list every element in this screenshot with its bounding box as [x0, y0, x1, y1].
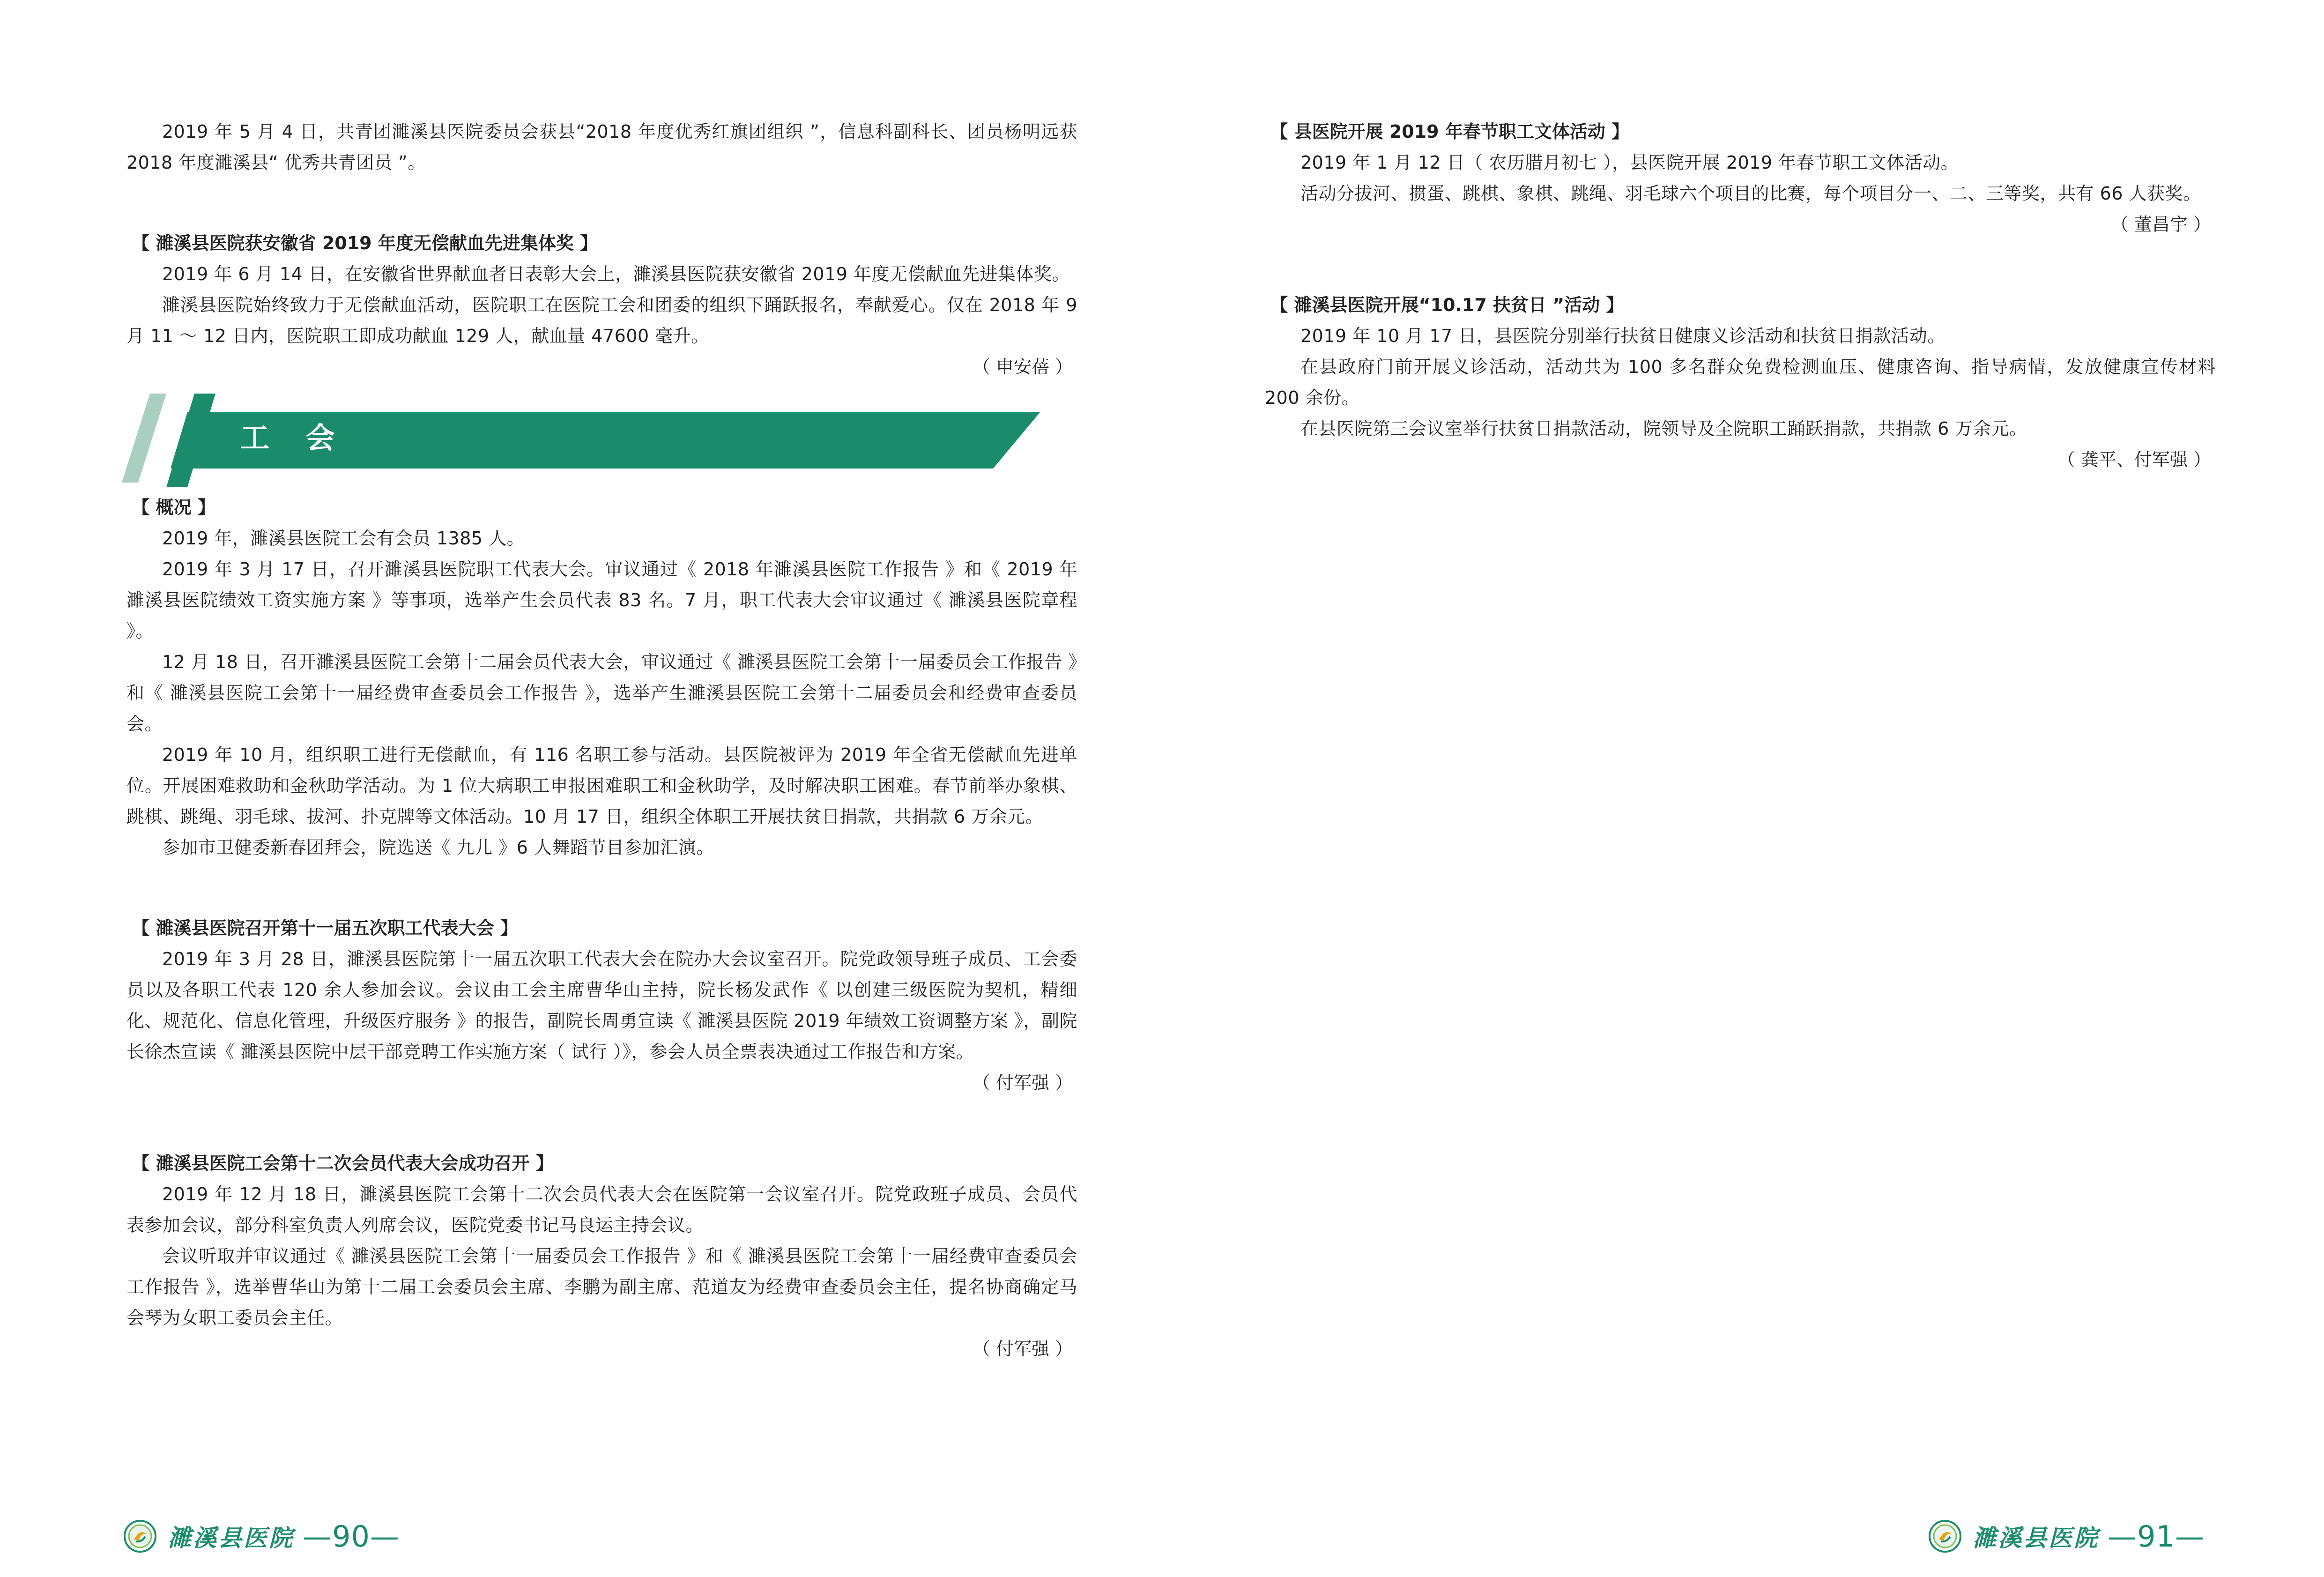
- spring-activity-signature: （ 董昌宇 ）: [2110, 214, 2211, 235]
- blood-award-heading: 【 濉溪县医院获安徽省 2019 年度无偿献血先进集体奖 】: [132, 233, 598, 253]
- poverty-day-paragraph: 在县医院第三会议室举行扶贫日捐款活动，院领导及全院职工踊跃捐款，共捐款 6 万余元。: [1300, 418, 2027, 439]
- overview-paragraph: 2019 年 3 月 17 日，召开濉溪县医院职工代表大会。审议通过《 2018 年濉溪县医院工作报告 》和《 2019 年濉溪县医院绩效工资实施方案 》等事项，选举产生会员代表 83 名。7 月，职工代表大会审议通过《 濉溪县医院章程 》。: [126, 559, 1077, 641]
- overview-heading: 【 概况 】: [132, 497, 215, 518]
- blood-award-signature: （ 申安蓓 ）: [972, 357, 1073, 377]
- left-column: [126, 116, 1077, 1364]
- poverty-day-paragraph: 在县政府门前开展义诊活动，活动共为 100 多名群众免费检测血压、健康咨询、指导病情，发放健康宣传材料 200 余份。: [1265, 357, 2216, 408]
- union-congress-paragraph: 2019 年 12 月 18 日，濉溪县医院工会第十二次会员代表大会在医院第一会议室召开。院党政班子成员、会员代表参加会议，部分科室负责人列席会议，医院党委书记马良运主持会议。: [126, 1184, 1077, 1235]
- overview-paragraph: 2019 年，濉溪县医院工会有会员 1385 人。: [162, 528, 525, 549]
- congress-heading: 【 濉溪县医院召开第十一届五次职工代表大会 】: [132, 918, 518, 938]
- hospital-logo-icon: [123, 1519, 157, 1554]
- union-congress-paragraph: 会议听取并审议通过《 濉溪县医院工会第十一届委员会工作报告 》和《 濉溪县医院工会第十一届经费审查委员会工作报告 》，选举曹华山为第十二届工会委员会主席、李鹏为副主席、范道友为经费审查委员会主任，提名协商确定马会琴为女职工委员会主任。: [126, 1246, 1077, 1328]
- spring-activity-paragraph: 2019 年 1 月 12 日（ 农历腊月初七 ），县医院开展 2019 年春节职工文体活动。: [1300, 152, 1959, 173]
- overview-paragraph: 参加市卫健委新春团拜会，院选送《 九儿 》6 人舞蹈节目参加汇演。: [162, 837, 714, 858]
- hospital-logo-icon: [1928, 1519, 1962, 1554]
- congress-signature: （ 付军强 ）: [972, 1072, 1073, 1093]
- page-footer: [123, 1519, 400, 1554]
- poverty-day-paragraph: 2019 年 10 月 17 日，县医院分别举行扶贫日健康义诊活动和扶贫日捐款活动。: [1300, 326, 1945, 346]
- congress-paragraph: 2019 年 3 月 28 日，濉溪县医院第十一届五次职工代表大会在院办大会议室召开。院党政领导班子成员、工会委员以及各职工代表 120 余人参加会议。会议由工会主席曹华山主持，院长杨发武作《 以创建三级医院为契机，精细化、规范化、信息化管理，升级医疗服务 》的报告，副院长周勇宣读《 濉溪县医院 2019 年绩效工资调整方案 》，副院长徐杰宣读《 濉溪县医院中层干部竞聘工作实施方案（ 试行 ）》，参会人员全票表决通过工作报告和方案。: [126, 949, 1077, 1062]
- spring-activity-paragraph: 活动分拔河、掼蛋、跳棋、象棋、跳绳、羽毛球六个项目的比赛，每个项目分一、二、三等奖，共有 66 人获奖。: [1300, 183, 2201, 204]
- union-congress-heading: 【 濉溪县医院工会第十二次会员代表大会成功召开 】: [132, 1153, 554, 1174]
- page-number: —91—: [2108, 1519, 2205, 1554]
- right-column: [1265, 116, 2216, 475]
- footer-hospital-name: 濉溪县医院: [1973, 1524, 2100, 1552]
- blood-award-paragraph: 2019 年 6 月 14 日，在安徽省世界献血者日表彰大会上，濉溪县医院获安徽省 2019 年度无偿献血先进集体奖。: [162, 264, 1070, 284]
- footer-hospital-name: 濉溪县医院: [168, 1524, 294, 1552]
- section-banner: [122, 394, 1077, 487]
- youth-league-paragraph: 2019 年 5 月 4 日，共青团濉溪县医院委员会获县“2018 年度优秀红旗团组织 ”，信息科副科长、团员杨明远获 2018 年度濉溪县“ 优秀共青团员 ”。: [126, 121, 1077, 173]
- union-congress-signature: （ 付军强 ）: [972, 1339, 1073, 1359]
- spring-activity-heading: 【 县医院开展 2019 年春节职工文体活动 】: [1270, 121, 1630, 142]
- section-title: 工 会: [240, 421, 348, 455]
- page-footer: [1928, 1519, 2205, 1554]
- blood-award-paragraph: 濉溪县医院始终致力于无偿献血活动，医院职工在医院工会和团委的组织下踊跃报名，奉献爱心。仅在 2018 年 9 月 11 ～ 12 日内，医院职工即成功献血 129 人，献血量 47600 毫升。: [126, 295, 1077, 346]
- overview-paragraph: 12 月 18 日，召开濉溪县医院工会第十二届会员代表大会，审议通过《 濉溪县医院工会第十一届委员会工作报告 》和《 濉溪县医院工会第十一届经费审查委员会工作报告 》，选举产生濉溪县医院工会第十二届委员会和经费审查委员会。: [126, 652, 1077, 734]
- poverty-day-signature: （ 龚平、付军强 ）: [2057, 449, 2211, 470]
- poverty-day-heading: 【 濉溪县医院开展“10.17 扶贫日 ”活动 】: [1270, 295, 1624, 315]
- overview-paragraph: 2019 年 10 月，组织职工进行无偿献血，有 116 名职工参与活动。县医院被评为 2019 年全省无偿献血先进单位。开展困难救助和金秋助学活动。为 1 位大病职工申报困难职工和金秋助学，及时解决职工困难。春节前举办象棋、跳棋、跳绳、羽毛球、拔河、扑克牌等文体活动。10 月 17 日，组织全体职工开展扶贫日捐款，共捐款 6 万余元。: [126, 744, 1077, 827]
- page-number: —90—: [303, 1519, 400, 1554]
- right-page: [1162, 0, 2324, 1577]
